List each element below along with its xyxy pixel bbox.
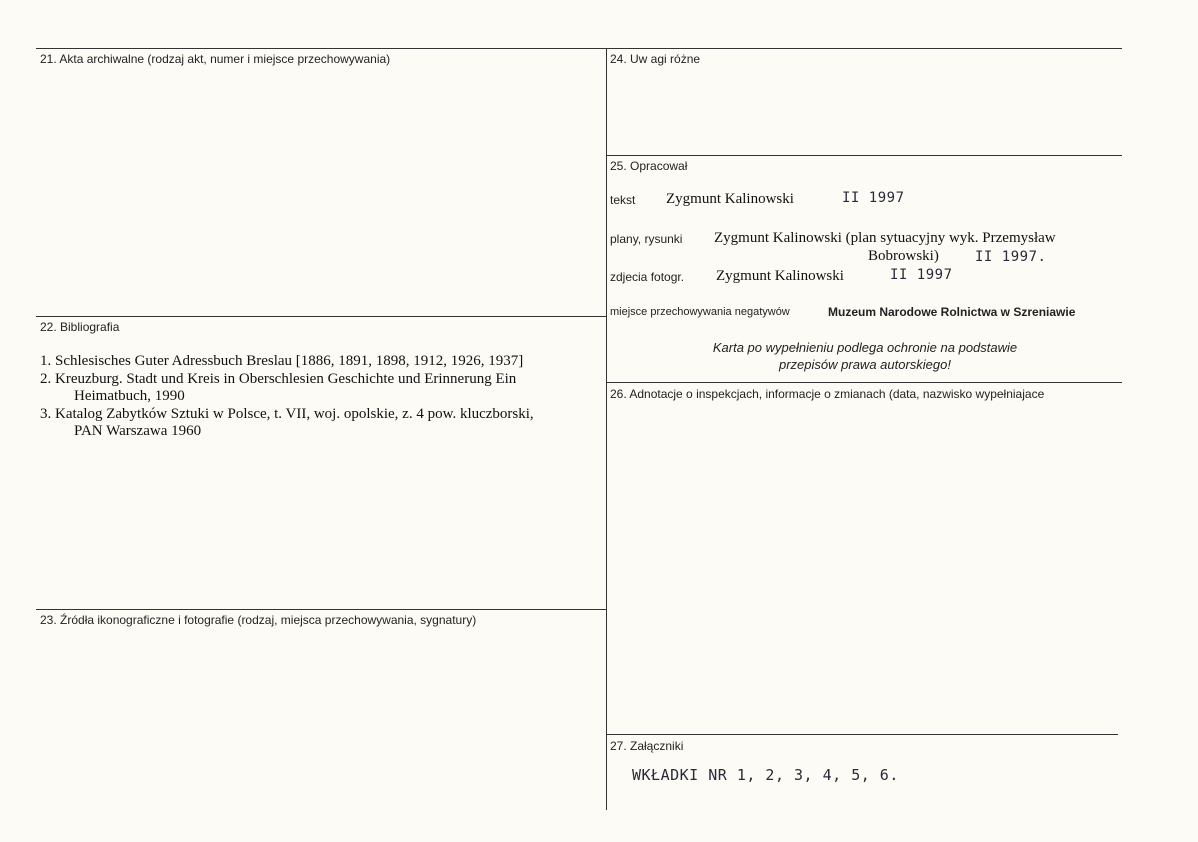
negatywy-label: miejsce przechowywania negatywów [610,306,790,318]
plany-author: Zygmunt Kalinowski (plan sytuacyjny wyk. Przemysław [714,230,1056,246]
tekst-date: II 1997 [842,190,905,206]
plany-date: II 1997. [975,249,1047,265]
plany-author-continuation: Bobrowski) [868,248,939,264]
zdjecia-date: II 1997 [890,267,953,283]
rule-23 [36,609,606,610]
bibliography-item [40,406,600,440]
bibliography-item-continuation: Heimatbuch, 1990 [74,388,185,404]
section-21-label: 21. Akta archiwalne (rodzaj akt, numer i miejsce przechowywania) [40,52,391,66]
plany-label: plany, rysunki [610,232,683,246]
bibliography-item [40,371,600,405]
rule-26 [606,382,1122,383]
copyright-note-line: Karta po wypełnieniu podlega ochronie na podstawie [712,340,1018,355]
tekst-label: tekst [610,193,636,207]
bibliography-item-text: 2. Kreuzburg. Stadt und Kreis in Oberschlesien Geschichte und Erinnerung Ein [40,371,517,387]
section-25-label: 25. Opracował [610,159,688,173]
rule-25 [606,155,1122,156]
top-rule [36,48,1122,49]
section-26-label: 26. Adnotacje o inspekcjach, informacje o zmianach (data, nazwisko wypełniajace [610,387,1045,401]
bibliography-item-continuation: PAN Warszawa 1960 [74,423,202,439]
section-24-label: 24. Uw agi różne [610,52,701,66]
copyright-note [610,339,1120,373]
copyright-note-line: przepisów prawa autorskiego! [779,357,951,372]
zdjecia-label: zdjecia fotogr. [610,270,685,284]
negatywy-location: Muzeum Narodowe Rolnictwa w Szreniawie [828,305,1076,319]
rule-27 [606,734,1118,735]
zdjecia-author: Zygmunt Kalinowski [716,268,844,284]
attachments-value: WKŁADKI NR 1, 2, 3, 4, 5, 6. [632,766,899,784]
bibliography-list [40,353,600,441]
bibliography-item-text: 3. Katalog Zabytków Sztuki w Polsce, t. VII, woj. opolskie, z. 4 pow. kluczborski, [40,406,534,422]
tekst-author: Zygmunt Kalinowski [666,191,794,207]
bibliography-item-text: 1. Schlesisches Guter Adressbuch Breslau [1886, 1891, 1898, 1912, 1926, 1937] [40,353,524,369]
column-divider [606,48,607,810]
section-27-label: 27. Załączniki [610,739,684,753]
rule-22 [36,316,606,317]
bibliography-item [40,353,600,370]
section-22-label: 22. Bibliografia [40,320,120,334]
section-23-label: 23. Źródła ikonograficzne i fotografie (rodzaj, miejsca przechowywania, sygnatury) [40,613,477,627]
